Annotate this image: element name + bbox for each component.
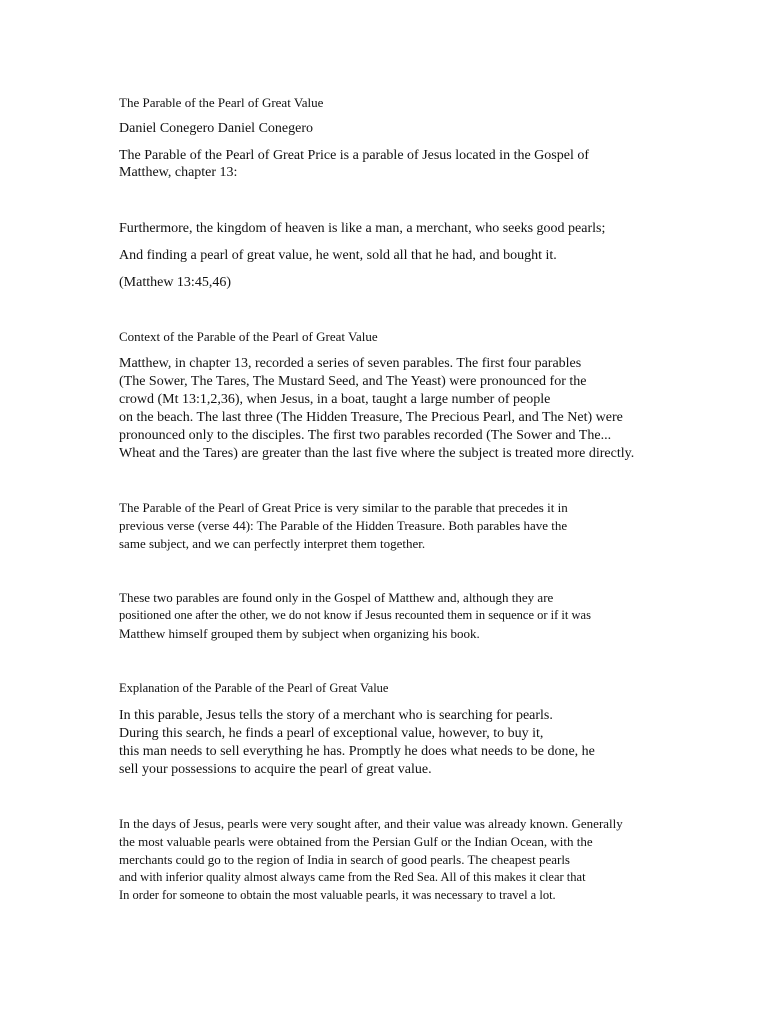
explanation-paragraph-2-line: the most valuable pearls were obtained from the Persian Gulf or the Indian Ocean, with the (119, 834, 593, 849)
explanation-paragraph-1-line: In this parable, Jesus tells the story of a merchant who is searching for pearls. (119, 708, 553, 723)
context-paragraph-3-line: Matthew himself grouped them by subject when organizing his book. (119, 626, 480, 641)
context-paragraph-2-line: previous verse (verse 44): The Parable of the Hidden Treasure. Both parables have the (119, 518, 568, 533)
explanation-paragraph-1-line: sell your possessions to acquire the pearl of great value. (119, 762, 432, 777)
verse-line: And finding a pearl of great value, he went, sold all that he had, and bought it. (119, 248, 557, 263)
intro-line: The Parable of the Pearl of Great Price is a parable of Jesus located in the Gospel of (119, 148, 589, 163)
section-heading-explanation: Explanation of the Parable of the Pearl of Great Value (119, 681, 389, 695)
context-paragraph-1-line: crowd (Mt 13:1,2,36), when Jesus, in a boat, taught a large number of people (119, 392, 551, 407)
explanation-paragraph-2-line: and with inferior quality almost always came from the Red Sea. All of this makes it clear that (119, 870, 586, 884)
context-paragraph-1-line: Wheat and the Tares) are greater than the last five where the subject is treated more directly. (119, 446, 635, 461)
explanation-paragraph-1-line: During this search, he finds a pearl of exceptional value, however, to buy it, (119, 726, 544, 741)
document-title: The Parable of the Pearl of Great Value (119, 95, 324, 110)
author-line: Daniel Conegero Daniel Conegero (119, 121, 313, 136)
context-paragraph-2-line: The Parable of the Pearl of Great Price is very similar to the parable that precedes it in (119, 500, 568, 515)
context-paragraph-1-line: (The Sower, The Tares, The Mustard Seed, and The Yeast) were pronounced for the (119, 374, 587, 389)
verse-line: Furthermore, the kingdom of heaven is like a man, a merchant, who seeks good pearls; (119, 221, 606, 236)
section-heading-context: Context of the Parable of the Pearl of Great Value (119, 329, 378, 344)
intro-line: Matthew, chapter 13: (119, 165, 238, 180)
context-paragraph-3-line: positioned one after the other, we do not know if Jesus recounted them in sequence or if it was (119, 608, 591, 622)
context-paragraph-2-line: same subject, and we can perfectly interpret them together. (119, 536, 426, 551)
explanation-paragraph-1-line: this man needs to sell everything he has. Promptly he does what needs to be done, he (119, 744, 595, 759)
explanation-paragraph-2-line: In order for someone to obtain the most valuable pearls, it was necessary to travel a lot. (119, 888, 556, 902)
explanation-paragraph-2-line: merchants could go to the region of India in search of good pearls. The cheapest pearls (119, 852, 570, 867)
verse-reference: (Matthew 13:45,46) (119, 275, 231, 290)
context-paragraph-1-line: pronounced only to the disciples. The first two parables recorded (The Sower and The... (119, 428, 612, 443)
explanation-paragraph-2-line: In the days of Jesus, pearls were very sought after, and their value was already known. Generally (119, 816, 623, 831)
context-paragraph-1-line: Matthew, in chapter 13, recorded a series of seven parables. The first four parables (119, 356, 582, 371)
context-paragraph-1-line: on the beach. The last three (The Hidden Treasure, The Precious Pearl, and The Net) were (119, 410, 623, 425)
context-paragraph-3-line: These two parables are found only in the Gospel of Matthew and, although they are (119, 590, 554, 605)
